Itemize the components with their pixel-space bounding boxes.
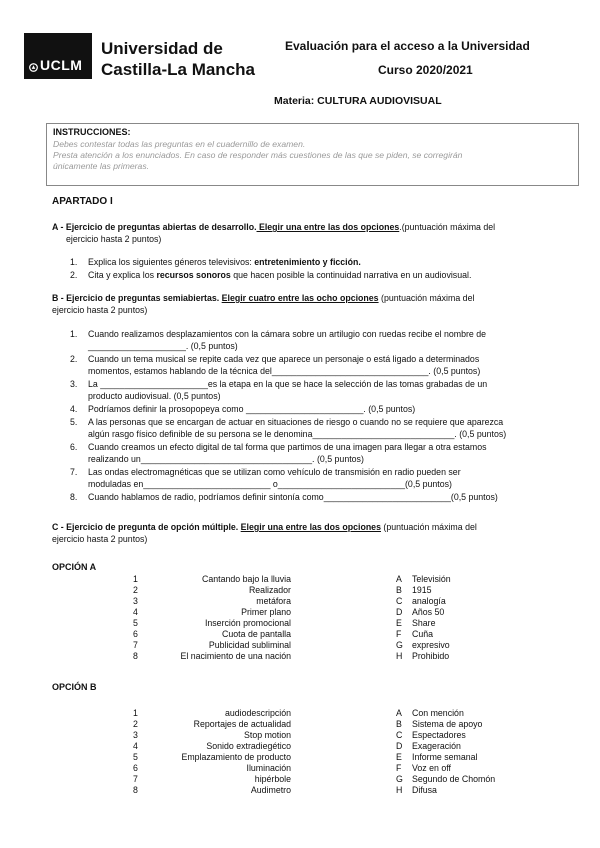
match-letter: C bbox=[396, 730, 403, 740]
item-text: Podríamos definir la prosopopeya como ________________________. (0,5 puntos) bbox=[88, 404, 416, 414]
item-text-bold: entretenimiento y ficción. bbox=[254, 257, 361, 267]
section-a-score-cont: ejercicio hasta 2 puntos) bbox=[66, 234, 162, 244]
match-number: 2 bbox=[133, 719, 138, 729]
match-left-term: Reportajes de actualidad bbox=[193, 719, 291, 729]
match-left-term: Realizador bbox=[248, 585, 291, 595]
list-item bbox=[70, 256, 575, 268]
instructions-line: únicamente las primeras. bbox=[53, 160, 150, 171]
section-b-heading bbox=[52, 292, 572, 316]
match-left-term: Publicidad subliminal bbox=[208, 640, 291, 650]
match-right-term: analogía bbox=[412, 596, 446, 606]
item-text: momentos, estamos hablando de la técnica del________________________________. (0,5 puntos) bbox=[88, 366, 481, 376]
list-item bbox=[70, 353, 575, 377]
section-c-score: (puntuación máxima del bbox=[380, 522, 477, 532]
match-left-term: Inserción promocional bbox=[204, 618, 291, 628]
match-letter: E bbox=[396, 752, 402, 762]
university-name bbox=[101, 38, 255, 80]
list-item bbox=[70, 416, 575, 440]
match-gap bbox=[291, 618, 396, 629]
table-row bbox=[133, 763, 495, 774]
instructions-box bbox=[46, 123, 579, 186]
item-number: 1. bbox=[70, 329, 78, 339]
match-left-term: Primer plano bbox=[241, 607, 291, 617]
item-text: algún rasgo físico definible de su persona se le denomina_____________________________. (0,5 puntos) bbox=[88, 429, 507, 439]
match-right-term: Años 50 bbox=[412, 607, 445, 617]
match-left-term: metáfora bbox=[256, 596, 291, 606]
uclm-logo bbox=[24, 33, 92, 79]
item-text: Cita y explica los bbox=[88, 270, 157, 280]
match-right-term: Segundo de Chomón bbox=[412, 774, 496, 784]
match-left-term: audiodescripción bbox=[224, 708, 291, 718]
match-right-term: Con mención bbox=[412, 708, 464, 718]
option-a-title: OPCIÓN A bbox=[52, 562, 97, 572]
section-c-title: C - Ejercicio de pregunta de opción múltiple. bbox=[52, 522, 241, 532]
item-text: que hacen posible la continuidad narrativa en un audiovisual. bbox=[230, 270, 472, 280]
match-number: 2 bbox=[133, 585, 138, 595]
match-gap bbox=[291, 607, 396, 618]
list-item bbox=[70, 328, 575, 352]
match-letter: F bbox=[396, 629, 402, 639]
item-number: 2. bbox=[70, 354, 78, 364]
match-letter: F bbox=[396, 763, 402, 773]
section-a-instruction: Elegir una entre las dos opciones bbox=[256, 222, 400, 232]
item-text: Cuando realizamos desplazamientos con la cámara sobre un artilugio con ruedas recibe el nombre de bbox=[88, 329, 487, 339]
match-right-term: Exageración bbox=[412, 741, 461, 751]
match-letter: C bbox=[396, 596, 403, 606]
match-letter: H bbox=[396, 785, 403, 795]
match-number: 4 bbox=[133, 741, 138, 751]
table-row bbox=[133, 640, 451, 651]
match-right-term: Prohibido bbox=[412, 651, 450, 661]
table-row bbox=[133, 730, 495, 741]
match-left-term: Cantando bajo la lluvia bbox=[201, 574, 291, 584]
table-row bbox=[133, 574, 451, 585]
match-right-term: 1915 bbox=[412, 585, 432, 595]
match-left-term: Sonido extradiegético bbox=[206, 741, 291, 751]
match-gap bbox=[291, 640, 396, 651]
match-number: 1 bbox=[133, 708, 138, 718]
match-gap bbox=[291, 574, 396, 585]
match-left-term: hipérbole bbox=[254, 774, 291, 784]
table-row bbox=[133, 741, 495, 752]
match-left-term: Emplazamiento de producto bbox=[181, 752, 291, 762]
item-number: 3. bbox=[70, 379, 78, 389]
logo-text: UCLM bbox=[40, 56, 83, 73]
match-left-term: Cuota de pantalla bbox=[222, 629, 291, 639]
list-item bbox=[70, 491, 575, 503]
section-b-score: (puntuación máxima del bbox=[378, 293, 475, 303]
match-right-term: Sistema de apoyo bbox=[412, 719, 483, 729]
match-left-term: Iluminación bbox=[246, 763, 291, 773]
match-right-term: Share bbox=[412, 618, 436, 628]
match-number: 5 bbox=[133, 618, 138, 628]
table-row bbox=[133, 585, 451, 596]
match-gap bbox=[291, 651, 396, 662]
match-right-term: expresivo bbox=[412, 640, 450, 650]
item-text: Cuando hablamos de radio, podríamos definir sintonía como__________________________(0,5 puntos) bbox=[88, 492, 498, 502]
match-right-term: Cuña bbox=[412, 629, 434, 639]
match-number: 7 bbox=[133, 640, 138, 650]
section-b-instruction: Elegir cuatro entre las ocho opciones bbox=[221, 293, 379, 303]
section-c-score-cont: ejercicio hasta 2 puntos) bbox=[52, 534, 148, 544]
section-b-list bbox=[70, 328, 575, 504]
item-text: ____________________. (0,5 puntos) bbox=[88, 341, 238, 351]
section-c-instruction: Elegir una entre las dos opciones bbox=[240, 522, 381, 532]
item-text-bold: recursos sonoros bbox=[156, 270, 231, 280]
university-line-2: Castilla-La Mancha bbox=[101, 60, 255, 79]
match-gap bbox=[291, 629, 396, 640]
match-letter: E bbox=[396, 618, 402, 628]
option-a-table bbox=[133, 574, 451, 662]
table-row bbox=[133, 596, 451, 607]
match-left-term: El nacimiento de una nación bbox=[180, 651, 291, 661]
list-item bbox=[70, 466, 575, 490]
section-a-title: A - Ejercicio de preguntas abiertas de desarrollo. bbox=[52, 222, 257, 232]
instructions-title: INSTRUCCIONES: bbox=[53, 127, 131, 137]
match-number: 3 bbox=[133, 596, 138, 606]
item-text: Cuando creamos un efecto digital de tal forma que partimos de una imagen para llegar a otra estamos bbox=[88, 442, 487, 452]
course-year: Curso 2020/2021 bbox=[378, 63, 473, 77]
match-number: 8 bbox=[133, 651, 138, 661]
table-row bbox=[133, 752, 495, 763]
match-gap bbox=[291, 585, 396, 596]
logo-emblem-icon bbox=[29, 63, 38, 72]
match-number: 1 bbox=[133, 574, 138, 584]
match-gap bbox=[291, 596, 396, 607]
match-letter: A bbox=[396, 574, 402, 584]
match-gap bbox=[291, 741, 396, 752]
university-line-1: Universidad de bbox=[101, 39, 223, 58]
table-row bbox=[133, 719, 495, 730]
table-row bbox=[133, 708, 495, 719]
match-gap bbox=[291, 752, 396, 763]
table-row bbox=[133, 618, 451, 629]
item-number: 2. bbox=[70, 270, 78, 280]
match-number: 5 bbox=[133, 752, 138, 762]
match-letter: G bbox=[396, 774, 403, 784]
match-left-term: Stop motion bbox=[244, 730, 291, 740]
match-gap bbox=[291, 785, 396, 796]
section-a-list bbox=[70, 256, 575, 282]
match-letter: D bbox=[396, 741, 403, 751]
table-row bbox=[133, 607, 451, 618]
list-item bbox=[70, 403, 575, 415]
table-row bbox=[133, 651, 451, 662]
list-item bbox=[70, 378, 575, 402]
match-number: 7 bbox=[133, 774, 138, 784]
match-left-term: Audimetro bbox=[250, 785, 291, 795]
item-text: Cuando un tema musical se repite cada vez que aparece un personaje o está ligado a determinados bbox=[88, 354, 480, 364]
item-text: A las personas que se encargan de actuar en situaciones de riesgo o cuando no se requiere que aparezca bbox=[88, 417, 504, 427]
match-right-term: Difusa bbox=[412, 785, 437, 795]
match-number: 4 bbox=[133, 607, 138, 617]
match-right-term: Espectadores bbox=[412, 730, 466, 740]
match-letter: D bbox=[396, 607, 403, 617]
list-item bbox=[70, 441, 575, 465]
item-text: realizando un___________________________________. (0,5 puntos) bbox=[88, 454, 364, 464]
item-text: producto audiovisual. (0,5 puntos) bbox=[88, 391, 221, 401]
section-c-heading bbox=[52, 521, 572, 545]
item-text: Explica los siguientes géneros televisivos: bbox=[88, 257, 255, 267]
instructions-line: Debes contestar todas las preguntas en el cuadernillo de examen. bbox=[53, 138, 306, 149]
match-number: 8 bbox=[133, 785, 138, 795]
match-gap bbox=[291, 730, 396, 741]
exam-title: Evaluación para el acceso a la Universidad bbox=[285, 39, 530, 53]
option-b-title: OPCIÓN B bbox=[52, 682, 97, 692]
item-number: 7. bbox=[70, 467, 78, 477]
item-text: La ______________________es la etapa en la que se hace la selección de las tomas grabadas de un bbox=[88, 379, 488, 389]
match-letter: B bbox=[396, 719, 402, 729]
item-text: Las ondas electromagnéticas que se utilizan como vehículo de transmisión en radio pueden ser bbox=[88, 467, 461, 477]
match-gap bbox=[291, 763, 396, 774]
match-number: 6 bbox=[133, 629, 138, 639]
item-number: 1. bbox=[70, 257, 78, 267]
match-right-term: Televisión bbox=[412, 574, 451, 584]
item-number: 5. bbox=[70, 417, 78, 427]
section-b-score-cont: ejercicio hasta 2 puntos) bbox=[52, 305, 148, 315]
match-letter: A bbox=[396, 708, 402, 718]
match-letter: B bbox=[396, 585, 402, 595]
match-number: 3 bbox=[133, 730, 138, 740]
list-item bbox=[70, 269, 575, 281]
match-gap bbox=[291, 774, 396, 785]
apartado-title: APARTADO I bbox=[52, 196, 113, 207]
table-row bbox=[133, 785, 495, 796]
section-b-title: B - Ejercicio de preguntas semiabiertas. bbox=[52, 293, 222, 303]
match-right-term: Voz en off bbox=[412, 763, 451, 773]
item-number: 6. bbox=[70, 442, 78, 452]
match-letter: H bbox=[396, 651, 403, 661]
table-row bbox=[133, 629, 451, 640]
item-number: 4. bbox=[70, 404, 78, 414]
match-gap bbox=[291, 708, 396, 719]
section-a-heading bbox=[52, 221, 572, 245]
section-a-score: .(puntuación máxima del bbox=[399, 222, 496, 232]
match-right-term: Informe semanal bbox=[412, 752, 478, 762]
instructions-line: Presta atención a los enunciados. En caso de responder más cuestiones de las que se piden, se corregirán bbox=[53, 149, 463, 160]
item-number: 8. bbox=[70, 492, 78, 502]
subject-title: Materia: CULTURA AUDIOVISUAL bbox=[274, 95, 442, 107]
match-letter: G bbox=[396, 640, 403, 650]
match-gap bbox=[291, 719, 396, 730]
option-b-table bbox=[133, 708, 495, 796]
item-text: moduladas en__________________________ o__________________________(0,5 puntos) bbox=[88, 479, 452, 489]
match-number: 6 bbox=[133, 763, 138, 773]
table-row bbox=[133, 774, 495, 785]
